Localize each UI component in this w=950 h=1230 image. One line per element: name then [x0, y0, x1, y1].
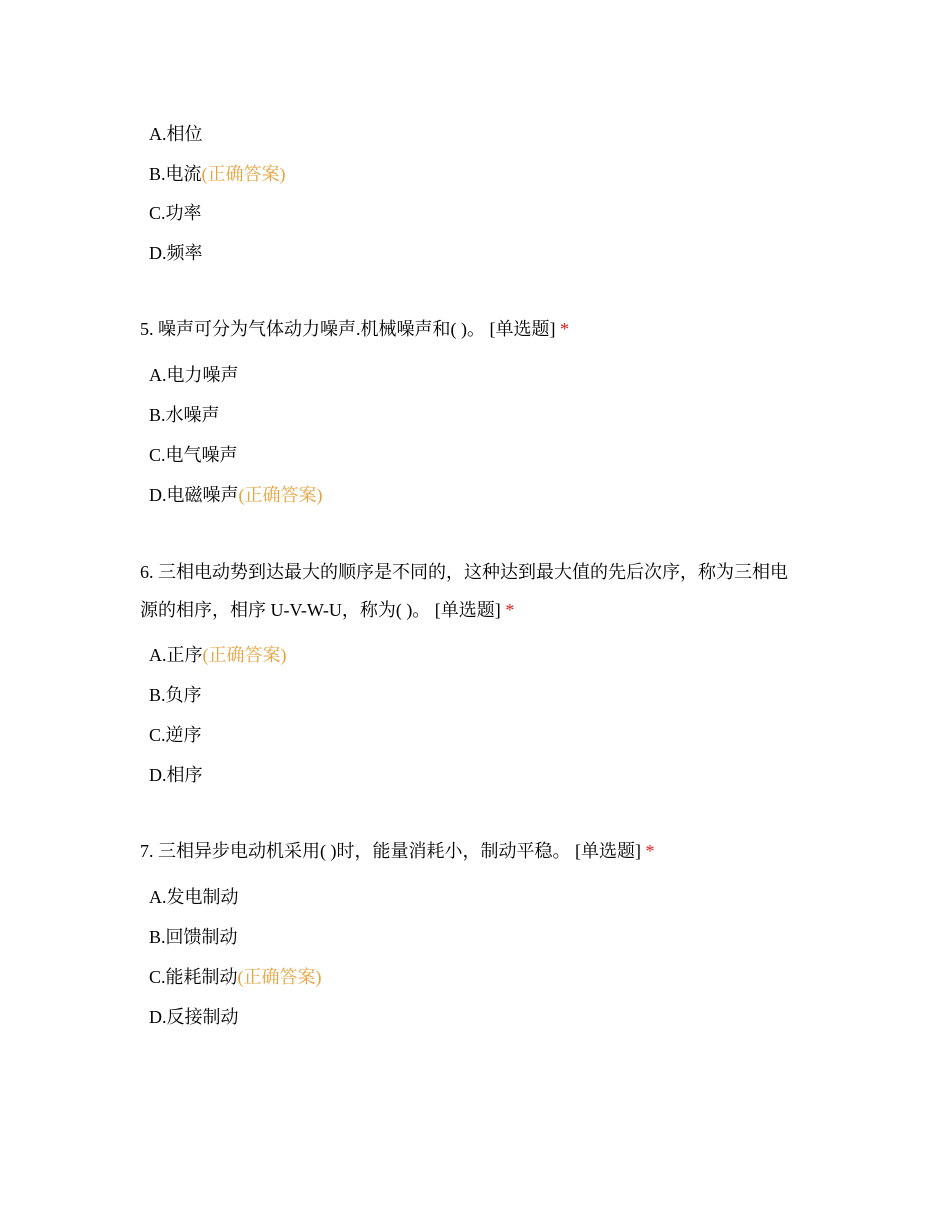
correct-answer-tag: (正确答案): [202, 645, 287, 665]
q7-question: 7. 三相异步电动机采用( )时，能量消耗小，制动平稳。 [单选题] *: [140, 841, 655, 861]
q6-question-line1: 6. 三相电动势到达最大的顺序是不同的，这种达到最大值的先后次序，称为三相电: [140, 562, 788, 582]
q6-option-a: A.正序(正确答案): [149, 645, 287, 665]
q7-option-c: C.能耗制动(正确答案): [149, 967, 322, 987]
q6-option-b: B.负序: [149, 685, 202, 705]
required-mark: *: [645, 841, 655, 861]
required-mark: *: [559, 319, 569, 339]
q5-option-c: C.电气噪声: [149, 445, 238, 465]
q4-option-d: D.频率: [149, 243, 203, 263]
required-mark: *: [505, 600, 515, 620]
q5-option-a: A.电力噪声: [149, 365, 239, 385]
q7-option-b: B.回馈制动: [149, 927, 238, 947]
q4-option-c: C.功率: [149, 203, 202, 223]
q6-question-line2: 源的相序，相序 U-V-W-U，称为( )。 [单选题] *: [140, 600, 515, 620]
q6-option-c: C.逆序: [149, 725, 202, 745]
q5-option-b: B.水噪声: [149, 405, 220, 425]
q7-option-a: A.发电制动: [149, 887, 239, 907]
correct-answer-tag: (正确答案): [237, 967, 322, 987]
q4-option-a: A.相位: [149, 124, 203, 144]
q7-option-d: D.反接制动: [149, 1007, 239, 1027]
q4-option-b: B.电流(正确答案): [149, 164, 286, 184]
correct-answer-tag: (正确答案): [238, 485, 323, 505]
correct-answer-tag: (正确答案): [201, 164, 286, 184]
q5-question: 5. 噪声可分为气体动力噪声.机械噪声和( )。 [单选题] *: [140, 319, 569, 339]
q6-option-d: D.相序: [149, 765, 203, 785]
q6-question: [140, 553, 820, 629]
q5-option-d: D.电磁噪声(正确答案): [149, 485, 323, 505]
